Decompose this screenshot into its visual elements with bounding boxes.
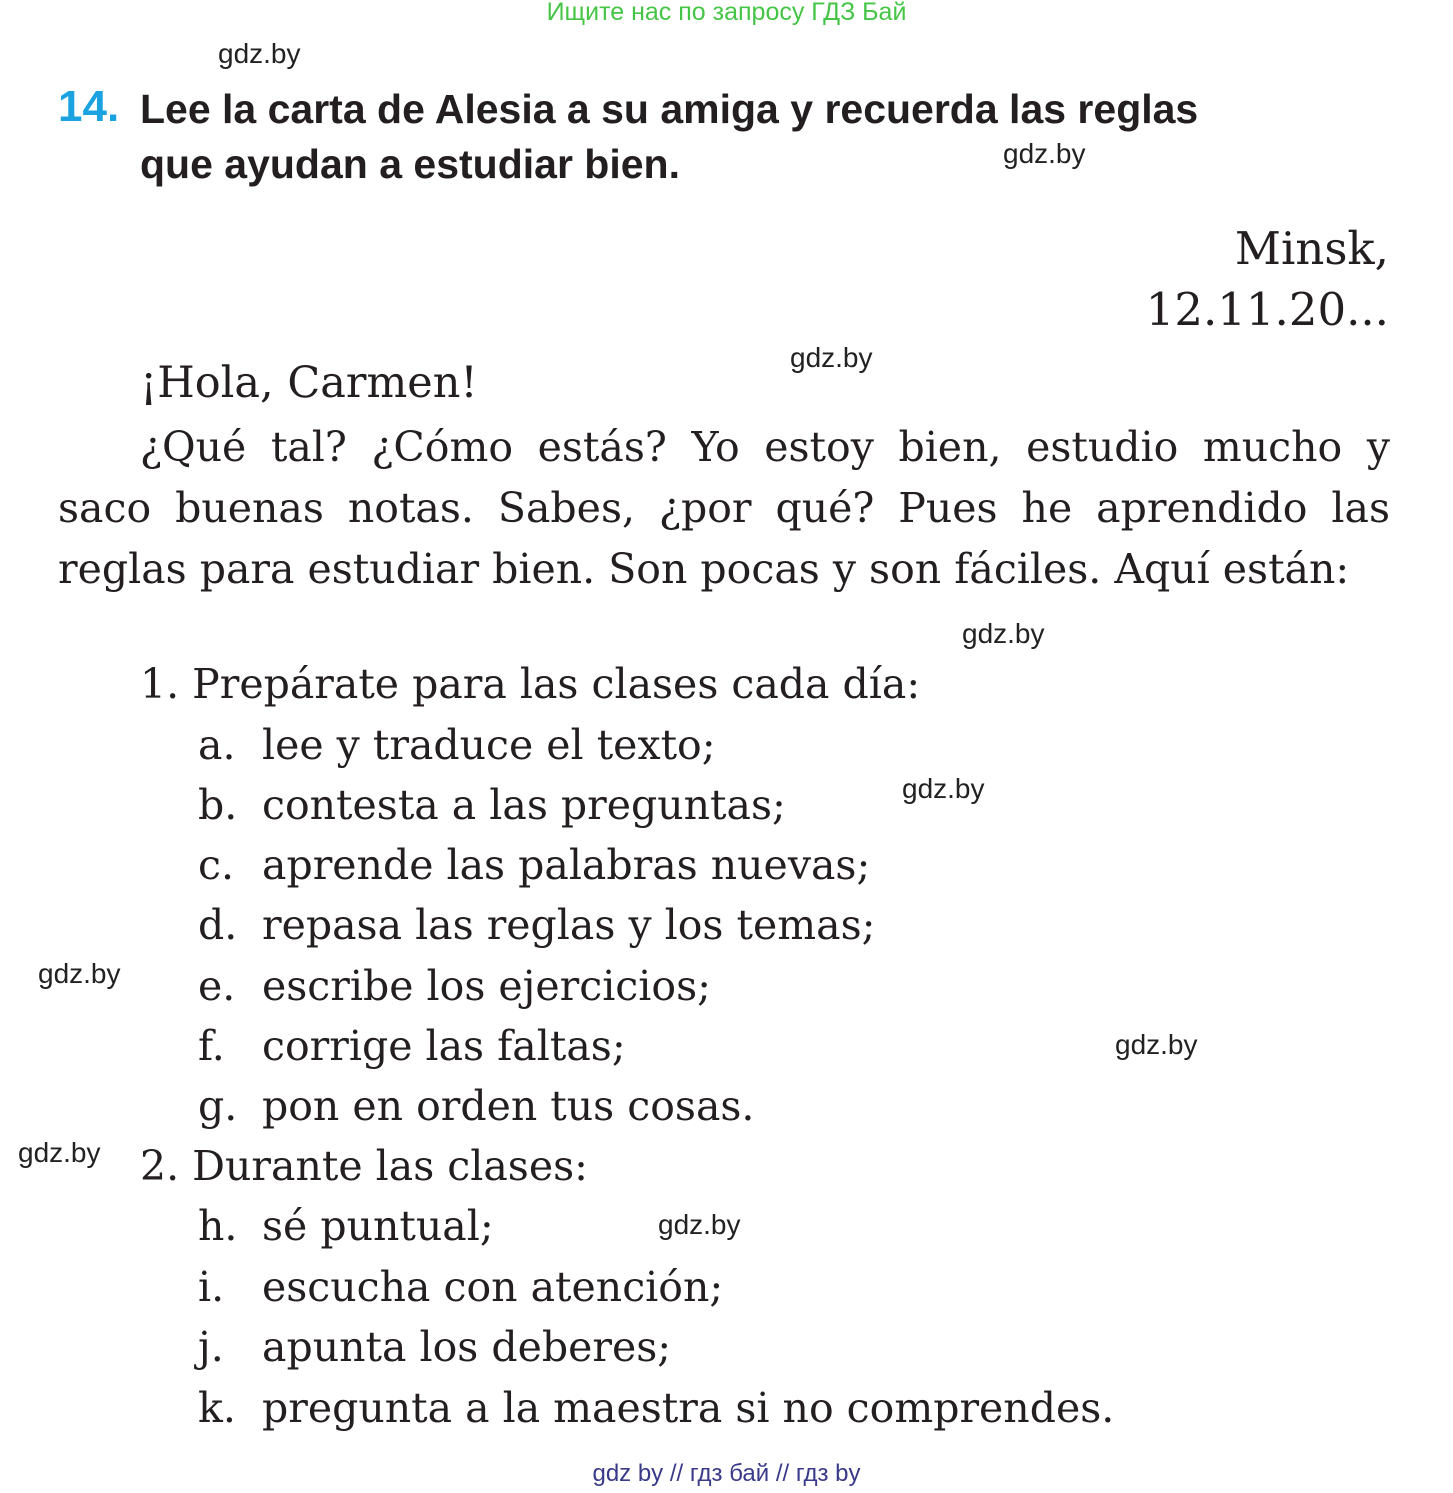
item-text: aprende las palabras nuevas; xyxy=(262,841,871,889)
list-item xyxy=(198,721,716,769)
item-text: pregunta a la maestra si no comprendes. xyxy=(262,1384,1115,1432)
watermark: gdz.by xyxy=(962,618,1045,649)
letter-greeting: ¡Hola, Carmen! xyxy=(140,358,478,408)
watermark: gdz.by xyxy=(658,1209,741,1240)
item-letter: g. xyxy=(198,1082,238,1130)
watermark: gdz.by xyxy=(1003,138,1086,169)
list-item xyxy=(198,1022,626,1070)
exercise-title-line-2: que ayudan a estudiar bien. xyxy=(140,141,680,187)
item-text: corrige las faltas; xyxy=(262,1022,626,1070)
exercise-number: 14. xyxy=(58,82,120,131)
item-letter: e. xyxy=(198,962,236,1010)
exercise-title-line-1: Lee la carta de Alesia a su amiga y recuerda las reglas xyxy=(140,86,1199,132)
item-letter: j. xyxy=(198,1323,224,1371)
list-item xyxy=(198,1384,1114,1432)
watermark: gdz.by xyxy=(1115,1029,1198,1060)
list-item xyxy=(198,901,875,949)
watermark: gdz.by xyxy=(790,342,873,373)
section-heading: 2. Durante las clases: xyxy=(140,1142,588,1190)
letter-place: Minsk, xyxy=(1234,222,1389,275)
item-letter: a. xyxy=(198,721,236,769)
item-text: pon en orden tus cosas. xyxy=(262,1082,755,1130)
item-letter: d. xyxy=(198,901,238,949)
list-item xyxy=(198,1263,723,1311)
item-text: contesta a las preguntas; xyxy=(262,781,786,829)
item-letter: b. xyxy=(198,781,238,829)
list-item xyxy=(198,1323,671,1371)
footer: gdz by // гдз бай // гдз by xyxy=(592,1460,861,1487)
section-heading: 1. Prepárate para las clases cada día: xyxy=(140,660,921,708)
item-text: repasa las reglas y los temas; xyxy=(262,901,876,949)
item-letter: c. xyxy=(198,841,234,889)
item-text: lee y traduce el texto; xyxy=(262,721,716,769)
list-item xyxy=(198,962,711,1010)
item-letter: k. xyxy=(198,1384,236,1432)
item-text: apunta los deberes; xyxy=(262,1323,672,1371)
item-text: escribe los ejercicios; xyxy=(262,962,711,1010)
letter-intro: ¿Qué tal? ¿Cómo estás? Yo estoy bien, estudio mucho y saco buenas notas. Sabes, ¿por qué? Pues he aprendido las reglas para estudiar bien. Son pocas y son fáciles. Aquí están: xyxy=(58,423,1390,593)
item-letter: h. xyxy=(198,1202,238,1250)
list-item xyxy=(198,1202,494,1250)
watermark: gdz.by xyxy=(218,38,301,69)
watermark: gdz.by xyxy=(902,773,985,804)
letter-date: 12.11.20... xyxy=(1145,283,1389,336)
list-item xyxy=(198,841,870,889)
exercise-title xyxy=(140,82,1198,192)
item-text: escucha con atención; xyxy=(262,1263,724,1311)
list-item xyxy=(198,1082,754,1130)
list-item xyxy=(198,781,786,829)
watermark: gdz.by xyxy=(38,958,121,989)
item-letter: f. xyxy=(198,1022,225,1070)
top-banner: Ищите нас по запросу ГДЗ Бай xyxy=(546,0,907,26)
item-text: sé puntual; xyxy=(262,1202,494,1250)
item-letter: i. xyxy=(198,1263,225,1311)
watermark: gdz.by xyxy=(18,1137,101,1168)
